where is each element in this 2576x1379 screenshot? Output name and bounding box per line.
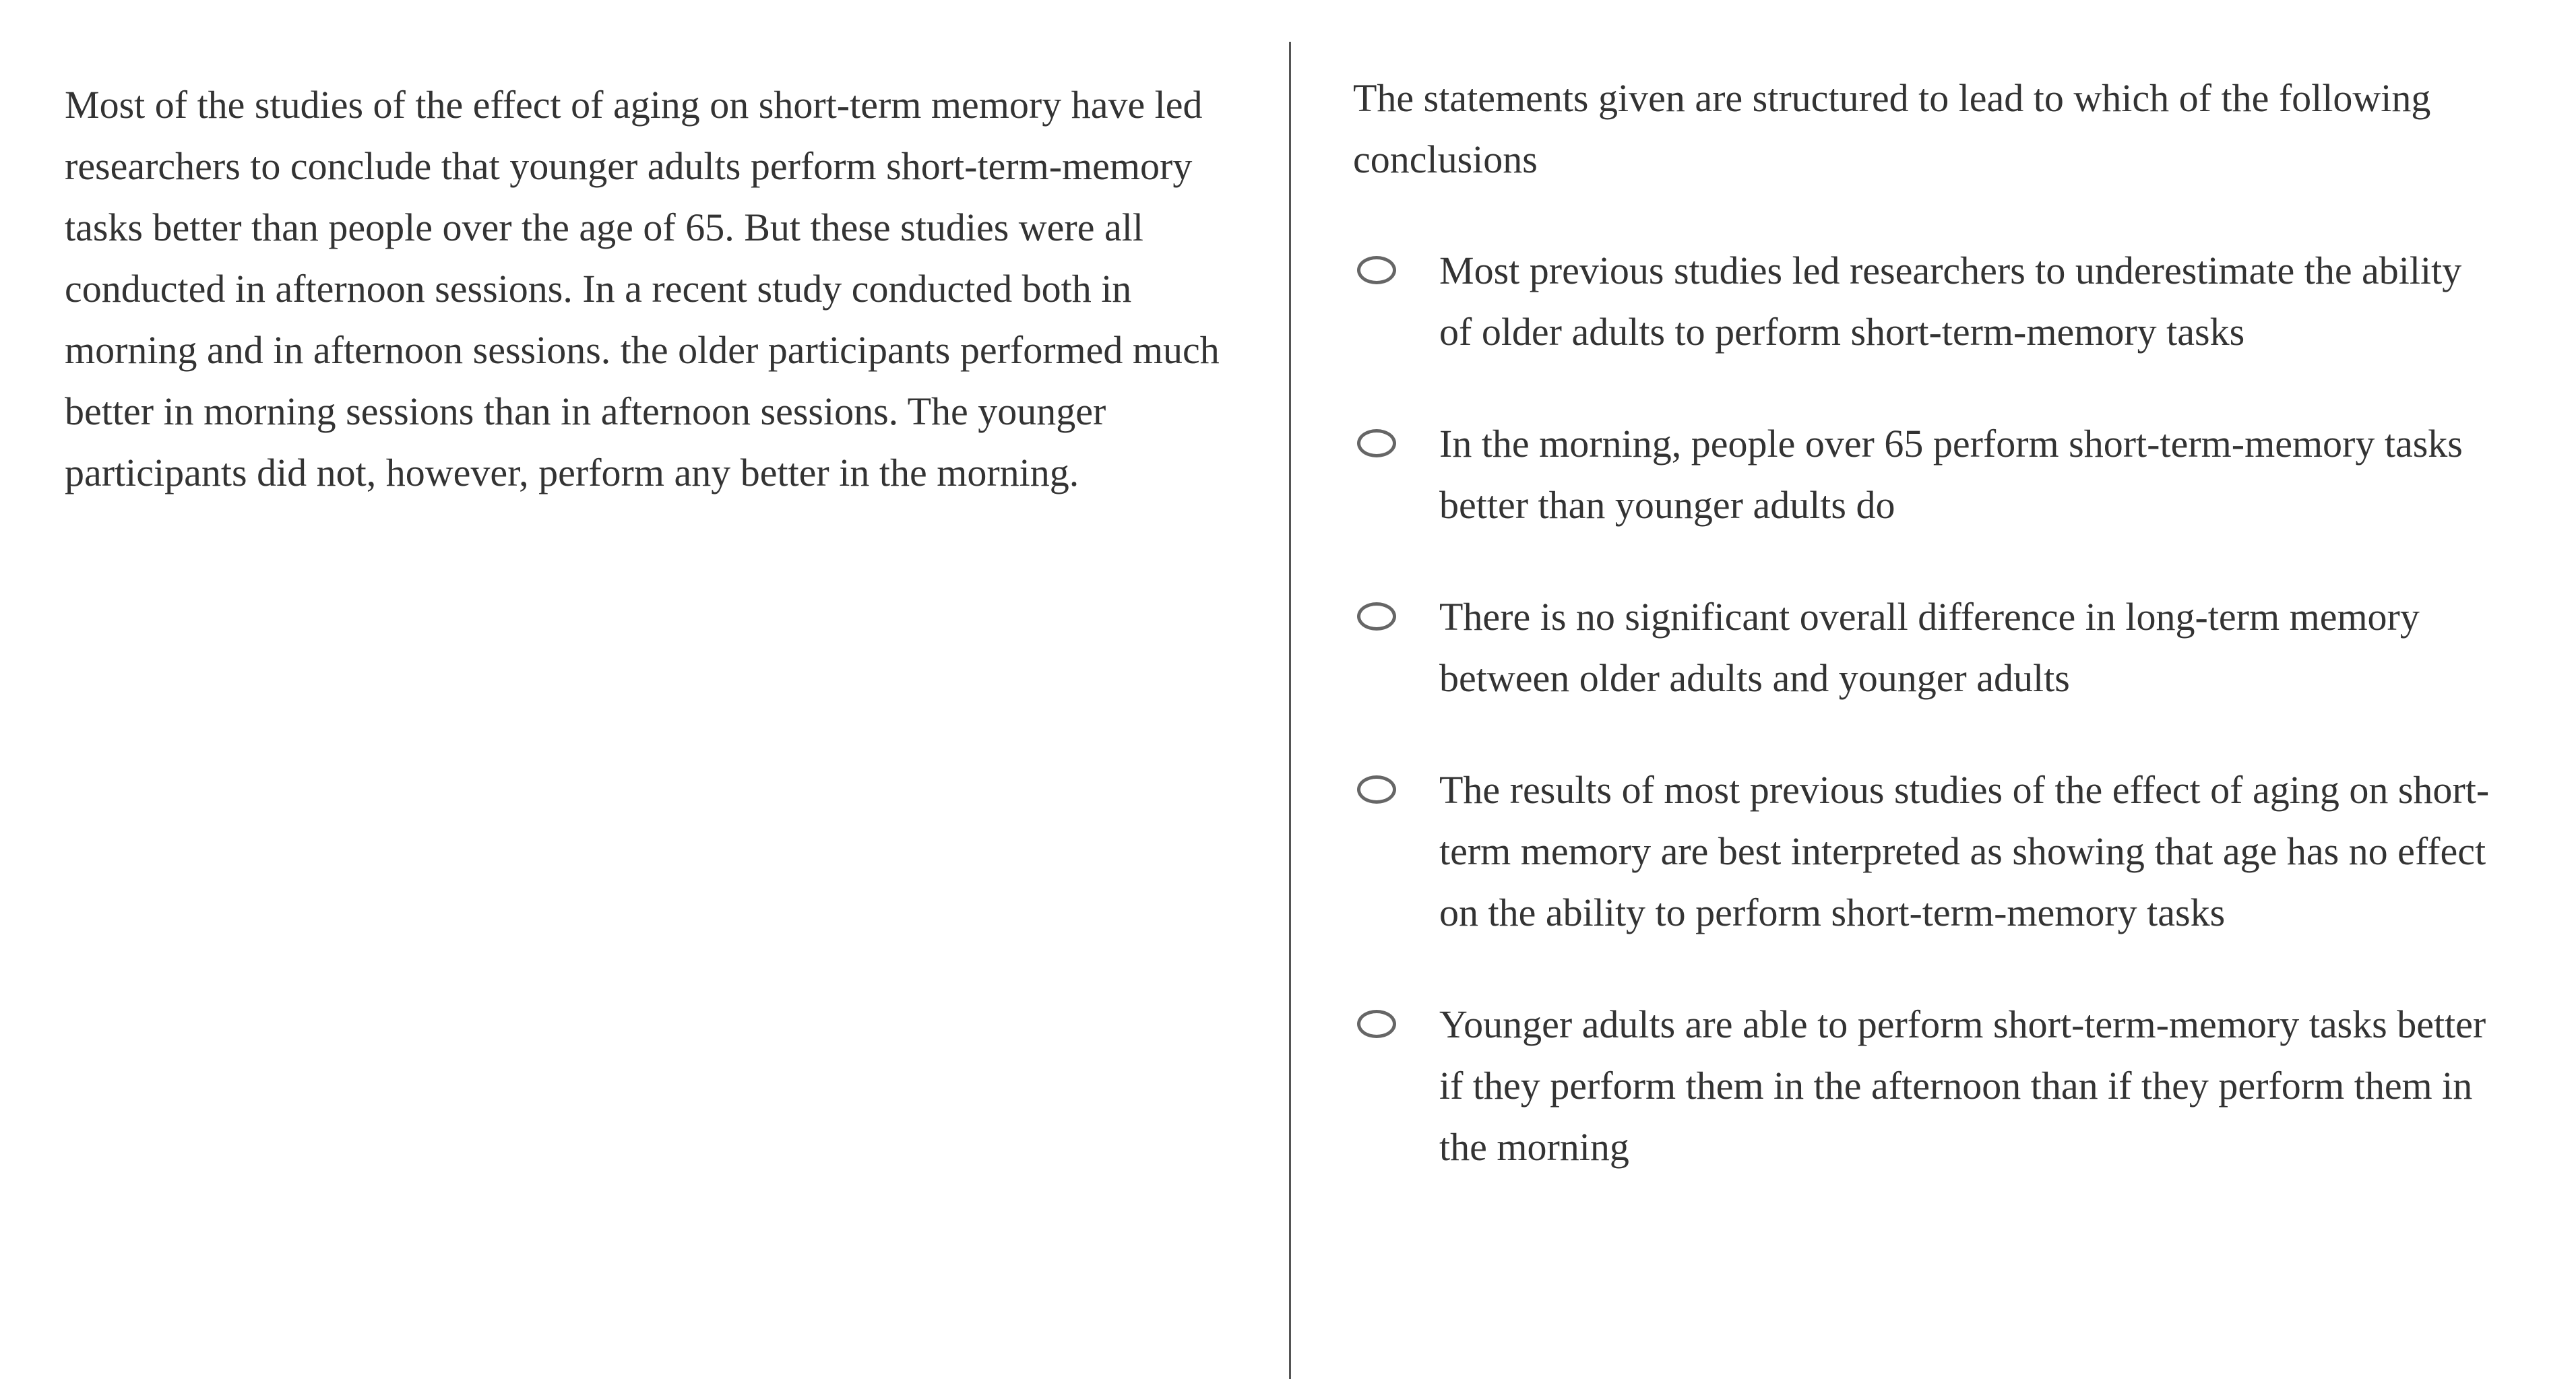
passage-text: Most of the studies of the effect of aging on short-term memory have led researchers to conclude that younger adults perform short-term-memory tasks better than people over the age of 65. But these studies were all conducted in afternoon sessions. In a recent study conducted both in morning and in afternoon sessions. the older participants performed much better in morning sessions than in afternoon sessions. The younger participants did not, however, perform any better in the morning. [65,83,1220,494]
answer-option-text[interactable]: Younger adults are able to perform short-term-memory tasks better if they perform them in the afternoon than if they perform them in the morning [1439,1002,2486,1169]
radio-button-icon[interactable] [1357,775,1396,804]
answer-options [1353,240,2499,1178]
question-pane [1353,67,2499,1228]
passage-pane [65,74,1237,503]
answer-option-a[interactable] [1353,240,2499,362]
answer-option-text[interactable]: The results of most previous studies of the effect of aging on short-term memory are best interpreted as showing that age has no effect on the ability to perform short-term-memory tasks [1439,768,2490,934]
answer-option-text[interactable]: In the morning, people over 65 perform short-term-memory tasks better than younger adults do [1439,422,2463,527]
radio-button-icon[interactable] [1357,256,1396,284]
radio-button-icon[interactable] [1357,429,1396,457]
radio-button-icon[interactable] [1357,602,1396,631]
answer-option-c[interactable] [1353,586,2499,709]
answer-option-text[interactable]: Most previous studies led researchers to underestimate the ability of older adults to perform short-term-memory tasks [1439,249,2462,354]
radio-button-icon[interactable] [1357,1010,1396,1038]
answer-option-d[interactable] [1353,759,2499,943]
answer-option-e[interactable] [1353,994,2499,1178]
answer-option-text[interactable]: There is no significant overall difference in long-term memory between older adults and younger adults [1439,595,2420,700]
pane-divider[interactable] [1289,42,1291,1379]
question-stem: The statements given are structured to lead to which of the following conclusions [1353,76,2431,181]
answer-option-b[interactable] [1353,413,2499,536]
